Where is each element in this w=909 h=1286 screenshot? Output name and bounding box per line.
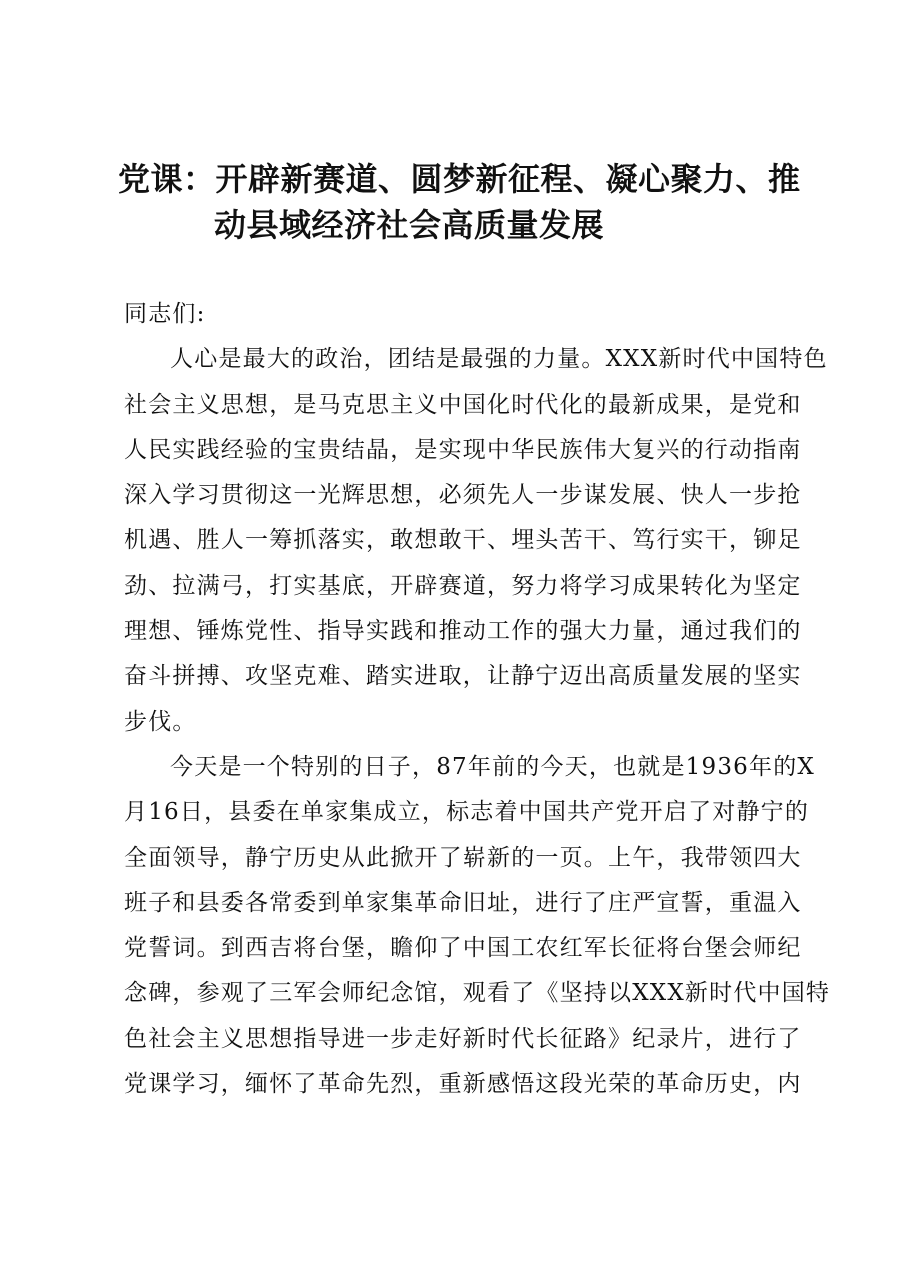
paragraph-line: 党课学习，缅怀了革命先烈，重新感悟这段光荣的革命历史，内 (124, 1071, 802, 1098)
document-title (118, 156, 838, 248)
paragraph-line: 党誓词。到西吉将台堡，瞻仰了中国工农红军长征将台堡会师纪 (124, 935, 802, 962)
paragraph-line: 理想、锤炼党性、指导实践和推动工作的强大力量，通过我们的 (124, 618, 802, 645)
paragraph-line: 念碑，参观了三军会师纪念馆，观看了《坚持以XXX新时代中国特 (124, 980, 831, 1007)
paragraph-line: 机遇、胜人一筹抓落实，敢想敢干、埋头苦干、笃行实干，铆足 (124, 527, 802, 554)
paragraph-line: 劲、拉满弓，打实基底，开辟赛道，努力将学习成果转化为坚定 (124, 572, 802, 599)
document-body (124, 292, 831, 1107)
paragraph-line: 奋斗拼搏、攻坚克难、踏实进取，让静宁迈出高质量发展的坚实 (124, 663, 802, 690)
paragraph-line: 月16日，县委在单家集成立，标志着中国共产党开启了对静宁的 (124, 799, 810, 826)
paragraph-1 (124, 337, 828, 745)
paragraph-line: 班子和县委各常委到单家集革命旧址，进行了庄严宣誓，重温入 (124, 889, 802, 916)
title-line-1: 党课：开辟新赛道、圆梦新征程、凝心聚力、推 (118, 160, 801, 198)
salutation: 同志们: (124, 301, 206, 327)
paragraph-line: 步伐。 (124, 708, 197, 735)
title-line-2: 动县域经济社会高质量发展 (214, 206, 605, 244)
paragraph-line: 人心是最大的政治，团结是最强的力量。XXX新时代中国特色 (170, 346, 828, 373)
paragraph-2 (124, 745, 831, 1107)
paragraph-line: 社会主义思想，是马克思主义中国化时代化的最新成果，是党和 (124, 391, 802, 418)
paragraph-line: 全面领导，静宁历史从此掀开了崭新的一页。上午，我带领四大 (124, 844, 802, 871)
paragraph-line: 色社会主义思想指导进一步走好新时代长征路》纪录片，进行了 (124, 1025, 802, 1052)
paragraph-line: 今天是一个特别的日子，87年前的今天，也就是1936年的X (170, 753, 815, 780)
paragraph-line: 深入学习贯彻这一光辉思想，必须先人一步谋发展、快人一步抢 (124, 482, 802, 509)
paragraph-line: 人民实践经验的宝贵结晶，是实现中华民族伟大复兴的行动指南 (124, 436, 802, 463)
